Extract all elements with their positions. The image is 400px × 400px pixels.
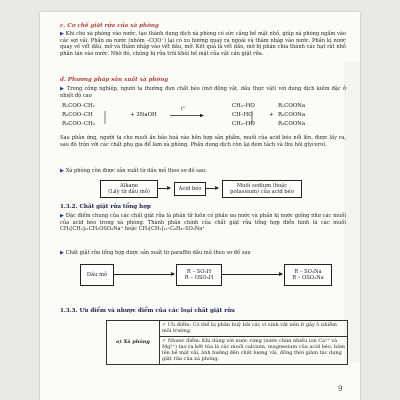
flow2-arrow-1 (114, 274, 174, 275)
disadvantage-cell: ✓ Nhược điểm: Khi dùng với nước cứng (nước chứa nhiều ion Ca²⁺ và Mg²⁺) tạo ra kết tủa là các muối calcium, magnesium của acid béo, bám lên bề mặt vải, ảnh hưởng đến chất lượng vải, đồng thời giảm tác dụng giặt rửa của xà phòng. (160, 336, 348, 364)
para-132-2-text: Chất giặt rửa tổng hợp được sản xuất từ paraffin dầu mỏ theo sơ đồ sau (65, 250, 251, 256)
eq-plus: + (269, 112, 274, 118)
heading-d: d. Phương pháp sản xuất xà phòng (60, 77, 169, 83)
para-c-text: Khi cho xà phòng vào nước, tạo thành dung dịch xà phòng có sức căng bề mặt nhỏ, giúp xà phòng ngấm vào các sợi vải. Phần ưa nước (nhóm –COO⁻) lại có xu hướng quay ra ngoài và thâm nhập vào nước. Phần kị nước quay về vết dầu, mỡ và thâm nhập vào vết dầu, mỡ. Kết quả là vết dầu, mỡ bị phân chia thành các hạt rất nhỏ phân tán vào nước. Nhờ đó, chúng bị rửa trôi khỏi bề mặt của vật cần giặt rửa. (60, 31, 346, 58)
pros-cons-table (106, 320, 348, 365)
eq-salt-2: R₂COONa (278, 112, 306, 118)
row-label-cell (107, 321, 160, 365)
flow2-salt-line-2: R – OSO₃Na (292, 275, 324, 281)
para-d3 (60, 168, 346, 175)
flow1-alkane-text: Alkane (Lấy từ dầu mỏ) (108, 183, 150, 195)
eq-glycerol-2: CH–HO (232, 112, 253, 118)
heading-133: 1.3.3. Ưu điểm và nhược điểm của các loại chất giặt rửa (60, 308, 235, 314)
flow2-arrow-2 (222, 274, 282, 275)
para-d3-text: Xà phòng còn được sản xuất từ dầu mỏ theo sơ đồ sau: (65, 168, 207, 174)
eq-glycerol-3: CH₂–HO (232, 121, 255, 127)
para-132-1-text: Đặc điểm chung của các chất giặt rửa là phân tử luôn có phần ưa nước và phần kị nước giống như các muối của acid béo trong xà phòng. Thành phần chính của chất giặt rửa tổng hợp điển hình là các muối CH₃[CH₂]₁₁CH₂OSO₃Na⁺ hoặc CH₃[CH₂]₁₁–C₆H₄–SO₃Na⁺ (60, 213, 346, 233)
page-number: 9 (338, 385, 343, 393)
row-label: a) Xà phòng (116, 339, 150, 346)
disadvantage-text: Nhược điểm: Khi dùng với nước cứng (nước chứa nhiều ion Ca²⁺ và Mg²⁺) tạo ra kết tủa là các muối calcium, magnesium của acid béo, bám lên bề mặt vải, ảnh hưởng đến chất lượng vải, đồng thời giảm tác dụng giặt rửa của xà phòng. (162, 337, 345, 363)
table-row (107, 321, 348, 337)
eq-salt-1: R₁COONa (278, 103, 306, 109)
heading-132: 1.3.2. Chất giặt rửa tổng hợp (60, 204, 151, 210)
heading-c: c. Cơ chế giặt rửa của xà phòng (60, 23, 159, 29)
flow1-arrow-2 (206, 188, 218, 189)
eq-salt-3: R₃COONa (278, 121, 306, 127)
para-132-1 (60, 213, 346, 233)
para-d2: Sau phản ứng, người ta cho muối ăn bão hoà vào hỗn hợp sản phẩm, muối của acid béo nổi lên, được lấy ra, sau đó trộn với các chất phụ gia để làm xà phòng. Phần dung dịch còn lại đem tách và thu hồi glycerol. (60, 135, 346, 148)
advantage-text: Ưu điểm: Có thể bị phân huỷ bởi các vi sinh vật nên ít gây ô nhiễm môi trường. (162, 322, 337, 335)
arrow-bullet-icon: ▶ (60, 168, 66, 174)
eq-glycerol-1: CH₂–HO (232, 103, 255, 109)
flow2-oil-box (80, 264, 114, 286)
arrow-bullet-icon: ▶ (60, 31, 66, 37)
arrow-bullet-icon: ▶ (60, 86, 67, 92)
flow1-salt-text: Muối sodium (hoặc potassium) của acid béo (230, 183, 294, 195)
arrow-bullet-icon: ▶ (60, 250, 66, 256)
flow1-salt-box (222, 180, 302, 198)
flow2-oil-text: Dầu mỏ (86, 272, 108, 278)
eq-temp: t° (181, 107, 186, 112)
flow1-alkane-box (100, 180, 158, 198)
eq-reagent: + 3NaOH (130, 112, 157, 118)
flow2-acid-line-2: R – OSO₃H (184, 275, 214, 281)
eq-left-3: R₃COO–CH₂ (62, 121, 95, 127)
para-132-2 (60, 250, 346, 257)
flow2-salt-line-1: R – SO₃Na (294, 269, 322, 275)
para-d1-text: Trong công nghiệp, người ta thường đun chất béo (mỡ động vật, dầu thực vật) với dung dịch kiềm đặc ở nhiệt độ cao (60, 86, 346, 99)
flow2-salt-box (284, 264, 332, 286)
eq-left-1: R₁COO–CH₂ (62, 103, 95, 109)
arrow-bullet-icon: ▶ (60, 213, 66, 219)
flow1-acid-text: Acid béo (178, 186, 202, 192)
page-content (40, 12, 360, 400)
flow2-acid-line-1: R – SO₃H (186, 269, 212, 275)
book-page (40, 12, 360, 400)
flow1-acid-box (174, 182, 206, 196)
eq-left-2: R₂COO–CH (62, 112, 93, 118)
flow1-arrow-1 (158, 188, 170, 189)
advantage-cell: ✓ Ưu điểm: Có thể bị phân huỷ bởi các vi sinh vật nên ít gây ô nhiễm môi trường. (160, 321, 348, 337)
flow2-acid-box (176, 264, 222, 286)
